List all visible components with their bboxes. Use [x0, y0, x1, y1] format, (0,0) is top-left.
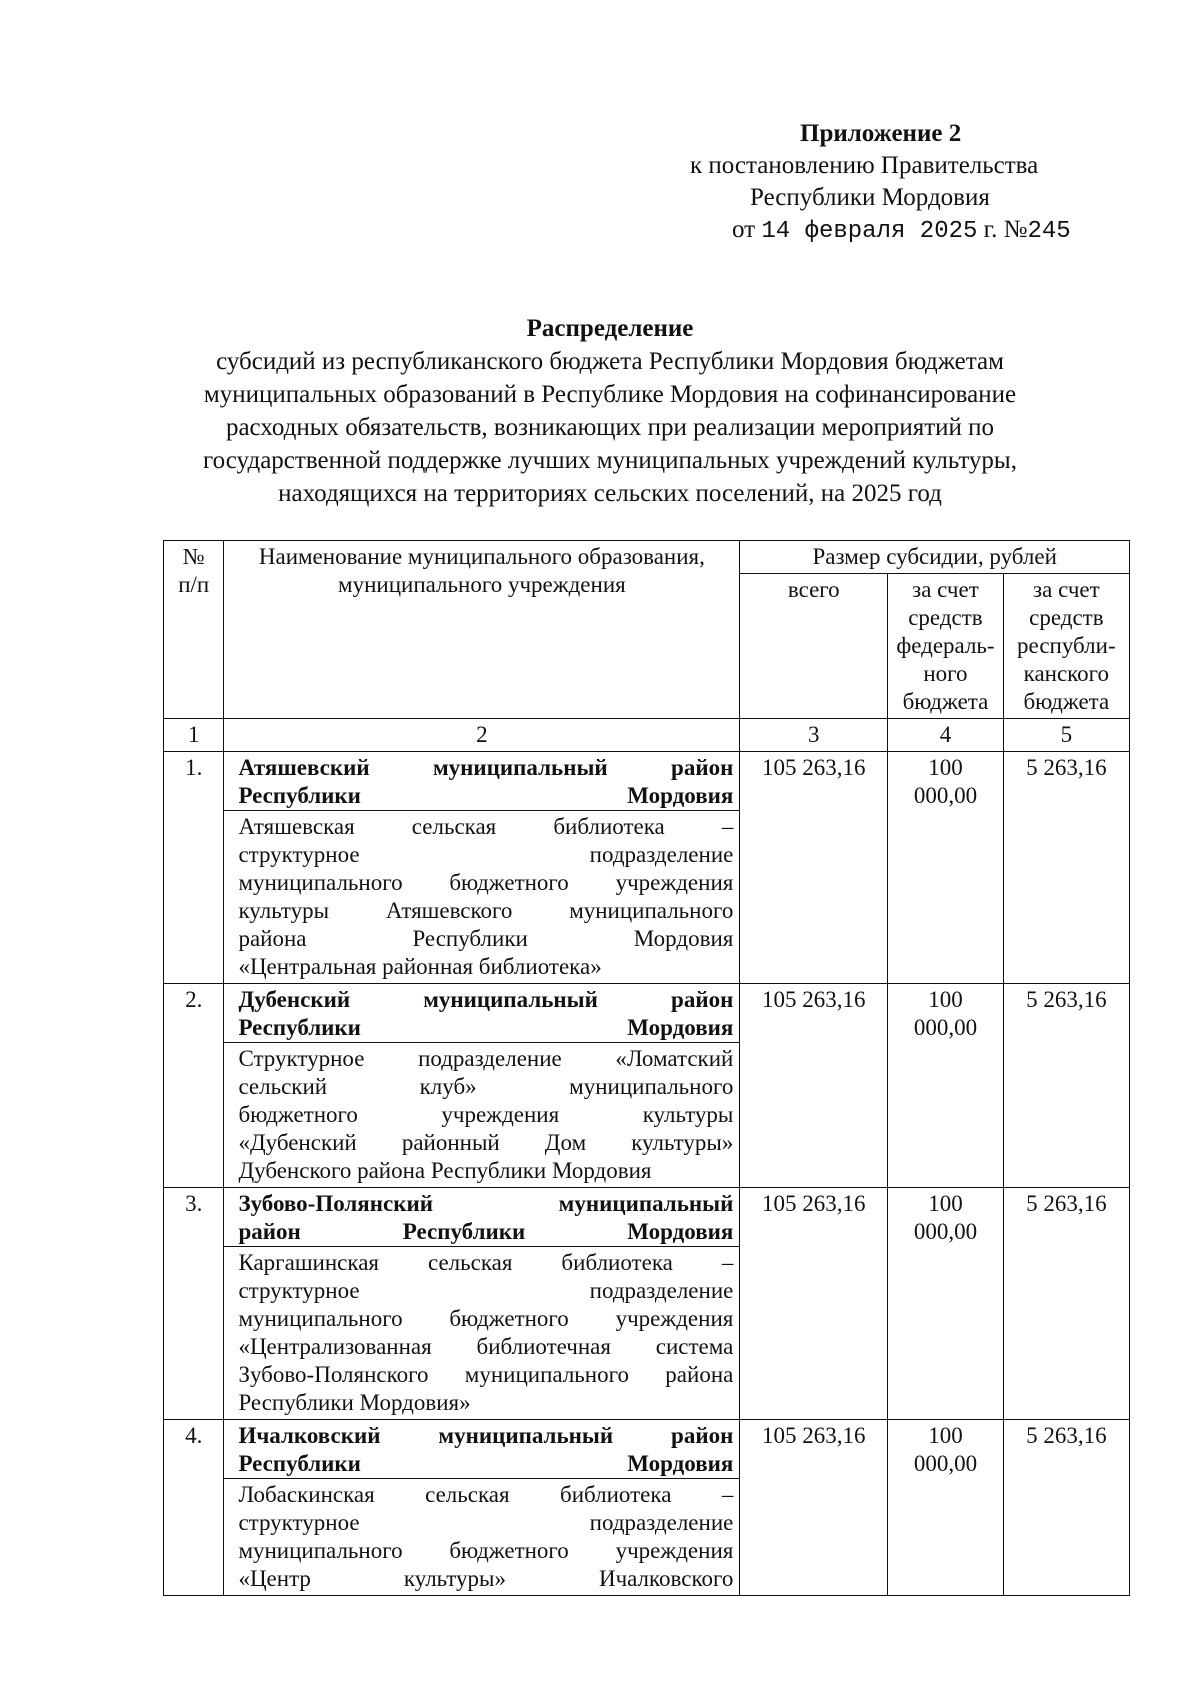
subsidy-table [163, 540, 1130, 1596]
header-republican: за счет средств республи-канского бюджета [1003, 574, 1129, 719]
appendix-number: 245 [1027, 218, 1071, 245]
institution-name: Лобаскинская сельская библиотека – структурное подразделение муниципального бюджетного учреждения «Центр культуры» Ичалковского [238, 1482, 734, 1591]
heading-line-4: государственной поддержке лучших муниципальных учреждений культуры, [203, 447, 1017, 474]
institution-name: Каргашинская сельская библиотека – структурное подразделение муниципального бюджетного учреждения «Централизованная библиотечная система Зубово-Полянского муниципального района Республики Мордовия» [238, 1250, 734, 1415]
table-row [164, 1188, 1130, 1420]
row-federal: 100 000,00 [888, 984, 1003, 1188]
col-number: 3 [740, 719, 888, 752]
appendix-number-prefix: г. № [983, 216, 1028, 243]
appendix-line-3 [732, 214, 1110, 248]
row-republican: 5 263,16 [1003, 984, 1129, 1188]
row-name [224, 752, 740, 984]
row-name [224, 984, 740, 1188]
institution-name: Атяшевская сельская библиотека – структурное подразделение муниципального бюджетного учреждения культуры Атяшевского муниципального района Республики Мордовия «Центральная районная библиотека» [238, 814, 734, 979]
row-name [224, 1420, 740, 1596]
row-republican: 5 263,16 [1003, 752, 1129, 984]
table-row [164, 752, 1130, 984]
appendix-date-prefix: от [732, 216, 756, 243]
table-row [164, 1420, 1130, 1596]
row-name [224, 1188, 740, 1420]
heading-line-5: находящихся на территориях сельских поселений, на 2025 год [278, 480, 942, 507]
row-number: 1. [164, 752, 224, 984]
row-total: 105 263,16 [740, 984, 888, 1188]
table-header-row-1 [164, 541, 1130, 574]
header-name: Наименование муниципального образования, муниципального учреждения [224, 541, 740, 719]
appendix-line-1: к постановлению Правительства [690, 152, 1039, 179]
row-federal: 100 000,00 [888, 1420, 1003, 1596]
document-heading [130, 312, 1090, 510]
col-number: 5 [1003, 719, 1129, 752]
district-name: Ичалковский муниципальный район Республики Мордовия [224, 1420, 739, 1479]
row-republican: 5 263,16 [1003, 1188, 1129, 1420]
col-number: 2 [224, 719, 740, 752]
row-number: 2. [164, 984, 224, 1188]
col-number: 1 [164, 719, 224, 752]
table-body [164, 752, 1130, 1596]
appendix-line-2: Республики Мордовия [750, 184, 990, 211]
appendix-date: 14 февраля 2025 [761, 218, 978, 245]
table-row [164, 984, 1130, 1188]
row-number: 4. [164, 1420, 224, 1596]
header-federal: за счет средств федераль-ного бюджета [888, 574, 1003, 719]
district-name: Зубово-Полянский муниципальный район Республики Мордовия [224, 1188, 739, 1247]
column-numbers-row [164, 719, 1130, 752]
heading-line-1: субсидий из республиканского бюджета Республики Мордовия бюджетам [216, 348, 1004, 375]
row-federal: 100 000,00 [888, 752, 1003, 984]
institution-name: Структурное подразделение «Ломатский сельский клуб» муниципального бюджетного учреждения культуры «Дубенский районный Дом культуры» Дубенского района Республики Мордовия [238, 1046, 734, 1183]
row-republican: 5 263,16 [1003, 1420, 1129, 1596]
row-federal: 100 000,00 [888, 1188, 1003, 1420]
row-total: 105 263,16 [740, 1420, 888, 1596]
row-total: 105 263,16 [740, 752, 888, 984]
row-number: 3. [164, 1188, 224, 1420]
district-name: Дубенский муниципальный район Республики Мордовия [224, 984, 739, 1043]
appendix-title: Приложение 2 [800, 120, 962, 147]
col-number: 4 [888, 719, 1003, 752]
heading-title: Распределение [526, 315, 694, 342]
header-subsidy: Размер субсидии, рублей [740, 541, 1130, 574]
appendix-block [690, 118, 1110, 248]
header-num: № п/п [164, 541, 224, 719]
district-name: Атяшевский муниципальный район Республики Мордовия [224, 752, 739, 811]
header-total: всего [740, 574, 888, 719]
heading-line-3: расходных обязательств, возникающих при реализации мероприятий по [225, 414, 995, 441]
heading-line-2: муниципальных образований в Республике Мордовия на софинансирование [203, 381, 1017, 408]
row-total: 105 263,16 [740, 1188, 888, 1420]
